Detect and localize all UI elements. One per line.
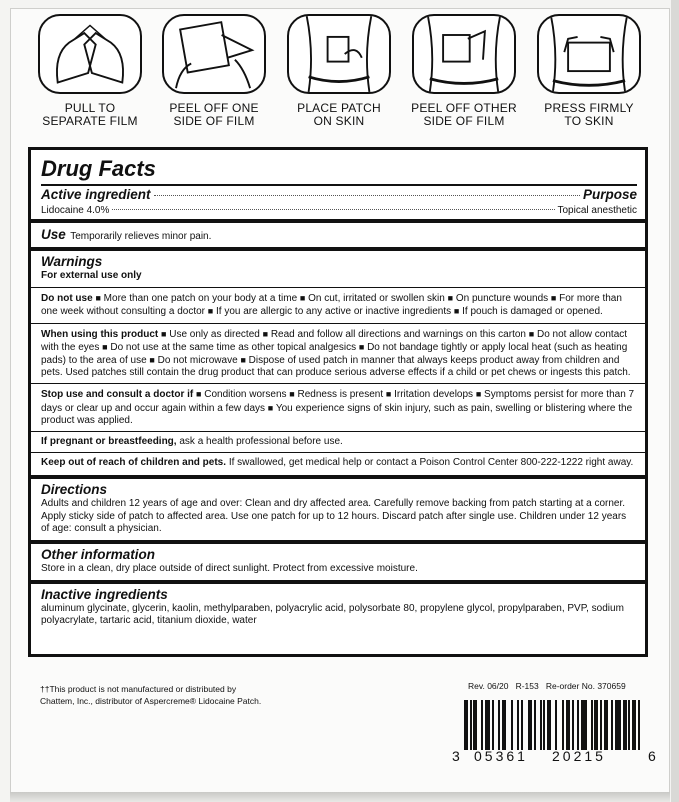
step-caption-line1: PULL TO — [64, 101, 116, 115]
upc-barcode — [452, 700, 662, 772]
warnings-header-section — [31, 251, 645, 288]
bullet-icon: ■ — [95, 293, 101, 304]
inactive-ingredients-text: aluminum glycinate, glycerin, kaolin, methylparaben, polyacrylic acid, polysorbate 80, propylene glycol, propylparaben, PVP, sodium polyacrylate, tartaric acid, titanium dioxide, water — [41, 603, 624, 627]
bullet-icon: ■ — [161, 328, 167, 339]
bullet-icon: ■ — [453, 306, 460, 317]
dot-leader — [112, 209, 554, 210]
barcode-bars — [464, 700, 644, 750]
stop-use-item: Redness is present — [297, 389, 384, 401]
bullet-icon: ■ — [267, 402, 274, 413]
patch-on-back-icon — [287, 14, 391, 94]
use-section — [31, 223, 645, 251]
pregnancy-label: If pregnant or breastfeeding, — [41, 436, 177, 448]
use-heading: Use — [41, 227, 66, 242]
do-not-use-section — [31, 288, 645, 323]
product-codes — [468, 680, 626, 692]
barcode-digit-first: 3 — [452, 748, 462, 764]
active-ingredient-heading: Active ingredient — [41, 187, 151, 202]
barcode-group-right: 20215 — [552, 748, 606, 764]
pressing-patch-icon — [537, 14, 641, 94]
when-using-item: Use only as directed — [169, 328, 260, 340]
when-using-item: Read and follow all directions and warnings on this carton — [270, 328, 526, 340]
carton-side-edge — [671, 0, 679, 802]
do-not-use-item: If pouch is damaged or opened. — [462, 306, 603, 318]
do-not-use-item: If you are allergic to any active or inactive ingredients — [216, 306, 452, 318]
step-caption-line2: TO SKIN — [564, 114, 614, 128]
directions-heading: Directions — [41, 482, 108, 498]
warnings-heading: Warnings — [41, 254, 103, 269]
use-text: Temporarily relieves minor pain. — [70, 231, 212, 242]
step-caption-line2: SEPARATE FILM — [42, 114, 138, 128]
hands-pulling-film-icon — [38, 14, 142, 94]
bullet-icon: ■ — [299, 293, 306, 304]
barcode-group-left: 05361 — [474, 748, 528, 764]
purpose-heading: Purpose — [582, 187, 637, 202]
reorder-number: Re-order No. 370659 — [545, 681, 626, 691]
bullet-icon: ■ — [550, 293, 557, 304]
when-using-item: Do not allow contact with the eyes — [41, 328, 628, 353]
directions-section — [31, 479, 645, 544]
when-using-item: Dispose of used patch in manner that always keeps product away from children and pets. Used patches still contain the drug product that can produce serious adverse effects if a child or pet chews or ingests this patch. — [41, 355, 631, 379]
bullet-icon: ■ — [358, 341, 365, 352]
disclaimer-line2: Chattem, Inc., distributor of Aspercreme® Lidocaine Patch. — [40, 696, 262, 706]
step-caption-line1: PEEL OFF OTHER — [411, 101, 517, 115]
step-caption-line2: SIDE OF FILM — [423, 114, 505, 128]
pregnancy-section — [31, 432, 645, 453]
stop-use-item: Condition worsens — [204, 389, 287, 401]
drug-facts-title: Drug Facts — [41, 156, 156, 181]
dot-leader — [154, 195, 580, 196]
step-caption-line2: ON SKIN — [313, 114, 365, 128]
bullet-icon: ■ — [289, 389, 295, 400]
disclaimer — [40, 683, 261, 707]
other-information-text: Store in a clean, dry place outside of direct sunlight. Protect from excessive moisture. — [41, 563, 418, 575]
inactive-ingredients-heading: Inactive ingredients — [41, 587, 168, 603]
bullet-icon: ■ — [240, 355, 246, 366]
do-not-use-label: Do not use — [41, 293, 93, 305]
active-ingredient-section — [31, 150, 645, 223]
bullet-icon: ■ — [102, 341, 108, 352]
bullet-icon: ■ — [475, 389, 482, 400]
when-using-item: Do not use at the same time as other topical analgesics — [110, 341, 357, 353]
external-use-text: For external use only — [41, 270, 142, 281]
directions-text: Adults and children 12 years of age and over: Clean and dry affected area. Carefully remove backing from patch starting at a corner. Apply sticky side of patch to affected area. Use one patch for up to 12 hours. Discard patch after single use. Children under 12 years of age: consult a physician. — [41, 498, 627, 534]
barcode-digit-last: 6 — [648, 748, 658, 764]
step-pull-to-separate — [30, 14, 150, 128]
do-not-use-item: On puncture wounds — [455, 293, 549, 305]
step-peel-other-side — [404, 14, 524, 128]
stop-use-item: You experience signs of skin injury, such as pain, swelling or blistering where the product was applied. — [41, 402, 633, 426]
step-caption-line1: PLACE PATCH — [297, 101, 381, 115]
when-using-item: Do not microwave — [157, 355, 238, 367]
when-using-section — [31, 324, 645, 385]
stop-use-section — [31, 384, 645, 432]
application-steps — [14, 14, 664, 144]
other-information-heading: Other information — [41, 547, 155, 563]
step-caption-line1: PEEL OFF ONE — [169, 101, 259, 115]
keep-out-text: If swallowed, get medical help or contact a Poison Control Center 800-222-1222 right away. — [228, 457, 634, 469]
keep-out-of-reach-section — [31, 453, 645, 479]
keep-out-label: Keep out of reach of children and pets. — [41, 457, 227, 469]
carton-bottom-edge — [10, 792, 670, 802]
step-peel-one-side — [154, 14, 274, 128]
pregnancy-text: ask a health professional before use. — [179, 436, 343, 448]
disclaimer-line1: ††This product is not manufactured or distributed by — [40, 684, 237, 694]
step-place-patch — [279, 14, 399, 128]
revision-code: Rev. 06/20 — [468, 681, 509, 691]
stop-use-item: Irritation develops — [394, 389, 474, 401]
bullet-icon: ■ — [196, 389, 202, 400]
when-using-item: Do not bandage tightly or apply local heat (such as heating pads) to the area of use — [41, 341, 628, 367]
stop-use-item: Symptoms persist for more than 7 days or clear up and occur again within a few days — [41, 389, 635, 414]
bullet-icon: ■ — [207, 306, 214, 317]
step-press-firmly — [529, 14, 649, 128]
purpose-value: Topical anesthetic — [557, 205, 637, 216]
bullet-icon: ■ — [149, 355, 155, 366]
when-using-label: When using this product — [41, 328, 159, 340]
bullet-icon: ■ — [528, 328, 535, 339]
bullet-icon: ■ — [262, 328, 269, 339]
drug-facts-panel — [28, 147, 648, 657]
stop-use-label: Stop use and consult a doctor if — [41, 389, 194, 401]
bullet-icon: ■ — [447, 293, 454, 304]
r-code: R-153 — [515, 681, 539, 691]
do-not-use-item: More than one patch on your body at a time — [103, 293, 298, 305]
barcode-bar — [640, 700, 644, 750]
bullet-icon: ■ — [385, 389, 392, 400]
do-not-use-item: On cut, irritated or swollen skin — [308, 293, 445, 305]
hands-peeling-film-icon — [162, 14, 266, 94]
inactive-ingredients-section — [31, 584, 645, 631]
active-ingredient-value: Lidocaine 4.0% — [41, 205, 110, 216]
step-caption-line1: PRESS FIRMLY — [544, 101, 634, 115]
peeling-on-back-icon — [412, 14, 516, 94]
other-information-section — [31, 544, 645, 584]
do-not-use-item: For more than one week without consulting a doctor — [41, 293, 622, 318]
step-caption-line2: SIDE OF FILM — [173, 114, 255, 128]
